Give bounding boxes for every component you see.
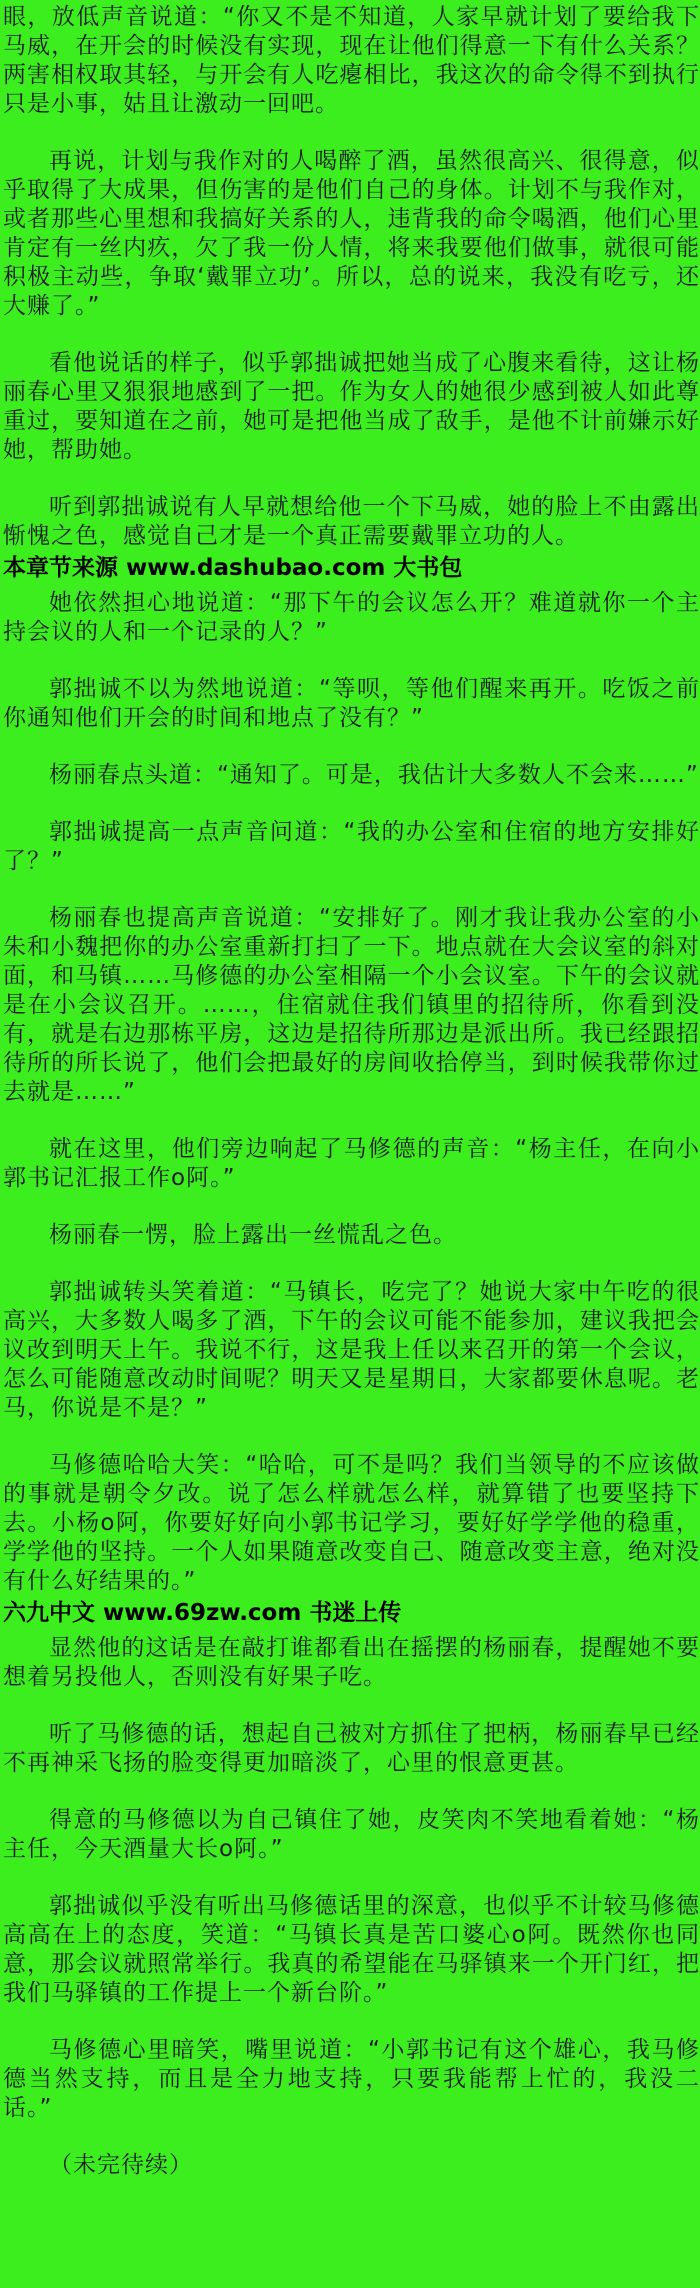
novel-paragraph-17: 郭拙诚似乎没有听出马修德话里的深意，也似乎不计较马修德高高在上的态度，笑道：“马镇长真是苦口婆心o阿。既然你也同意，那会议就照常举行。我真的希望能在马驿镇来一个开门红，把我们马驿镇的工作提上一个新台阶。”	[3, 1893, 700, 2006]
novel-paragraph-7: 杨丽春点头道：“通知了。可是，我估计大多数人不会来……”	[49, 762, 699, 788]
novel-paragraph-5: 她依然担心地说道：“那下午的会议怎么开？难道就你一个主持会议的人和一个记录的人？”	[3, 590, 700, 645]
novel-paragraph-14: 显然他的这话是在敲打谁都看出在摇摆的杨丽春，提醒她不要想着另投他人，否则没有好果子吃。	[3, 1635, 700, 1690]
novel-paragraph-12: 郭拙诚转头笑着道：“马镇长，吃完了？她说大家中午吃的很高兴，大多数人喝多了酒，下午的会议可能不能参加，建议我把会议改到明天上午。我说不行，这是我上任以来召开的第一个会议，怎么可能随意改动时间呢？明天又是星期日，大家都要休息呢。老马，你说是不是？”	[3, 1279, 700, 1421]
novel-paragraph-3: 看他说话的样子，似乎郭拙诚把她当成了心腹来看待，这让杨丽春心里又狠狠地感到了一把。作为女人的她很少感到被人如此尊重过，要知道在之前，她可是把他当成了敌手，是他不计前嫌示好她，帮助她。	[3, 350, 700, 463]
novel-paragraph-8: 郭拙诚提高一点声音问道：“我的办公室和住宿的地方安排好了？”	[3, 819, 700, 874]
ending-note: （未完待续）	[49, 2152, 193, 2178]
novel-paragraph-11: 杨丽春一愣，脸上露出一丝慌乱之色。	[49, 1222, 457, 1248]
novel-paragraph-1: 眼，放低声音说道：“你又不是不知道，人家早就计划了要给我下马威，在开会的时候没有实现，现在让他们得意一下有什么关系？两害相权取其轻，与开会有人吃瘪相比，我这次的命令得不到执行只是小事，姑且让激动一回吧。	[3, 4, 700, 117]
novel-paragraph-10: 就在这里，他们旁边响起了马修德的声音：“杨主任，在向小郭书记汇报工作o阿。”	[3, 1136, 700, 1191]
novel-paragraph-18: 马修德心里暗笑，嘴里说道：“小郭书记有这个雄心，我马修德当然支持，而且是全力地支持，只要我能帮上忙的，我没二话。”	[3, 2037, 700, 2121]
novel-paragraph-4: 听到郭拙诚说有人早就想给他一个下马威，她的脸上不由露出惭愧之色，感觉自己才是一个真正需要戴罪立功的人。	[3, 494, 700, 549]
novel-paragraph-2: 再说，计划与我作对的人喝醉了酒，虽然很高兴、很得意，似乎取得了大成果，但伤害的是他们自己的身体。计划不与我作对，或者那些心里想和我搞好关系的人，违背我的命令喝酒，他们心里肯定有一丝内疚，欠了我一份人情，将来我要他们做事，就很可能积极主动些，争取‘戴罪立功’。所以，总的说来，我没有吃亏，还大赚了。”	[3, 148, 700, 319]
source-watermark-1: 本章节来源 www.dashubao.com 大书包	[3, 555, 463, 581]
novel-paragraph-16: 得意的马修德以为自己镇住了她，皮笑肉不笑地看着她：“杨主任，今天酒量大长o阿。”	[3, 1807, 700, 1862]
novel-paragraph-6: 郭拙诚不以为然地说道：“等呗，等他们醒来再开。吃饭之前你通知他们开会的时间和地点了没有？”	[3, 676, 700, 731]
source-watermark-2: 六九中文 www.69zw.com 书迷上传	[3, 1600, 402, 1626]
chapter-text	[3, 3, 700, 2180]
novel-paragraph-9: 杨丽春也提高声音说道：“安排好了。刚才我让我办公室的小朱和小魏把你的办公室重新打扫了一下。地点就在大会议室的斜对面，和马镇……马修德的办公室相隔一个小会议室。下午的会议就是在小会议召开。……，住宿就住我们镇里的招待所，你看到没有，就是右边那栋平房，这边是招待所那边是派出所。我已经跟招待所的所长说了，他们会把最好的房间收拾停当，到时候我带你过去就是……”	[3, 905, 700, 1105]
novel-paragraph-13: 马修德哈哈大笑：“哈哈，可不是吗？我们当领导的不应该做的事就是朝令夕改。说了怎么样就怎么样，就算错了也要坚持下去。小杨o阿，你要好好向小郭书记学习，要好好学学他的稳重，学学他的坚持。一个人如果随意改变自己、随意改变主意，绝对没有什么好结果的。”	[3, 1452, 700, 1594]
novel-paragraph-15: 听了马修德的话，想起自己被对方抓住了把柄，杨丽春早已经不再神采飞扬的脸变得更加暗淡了，心里的恨意更甚。	[3, 1721, 700, 1776]
